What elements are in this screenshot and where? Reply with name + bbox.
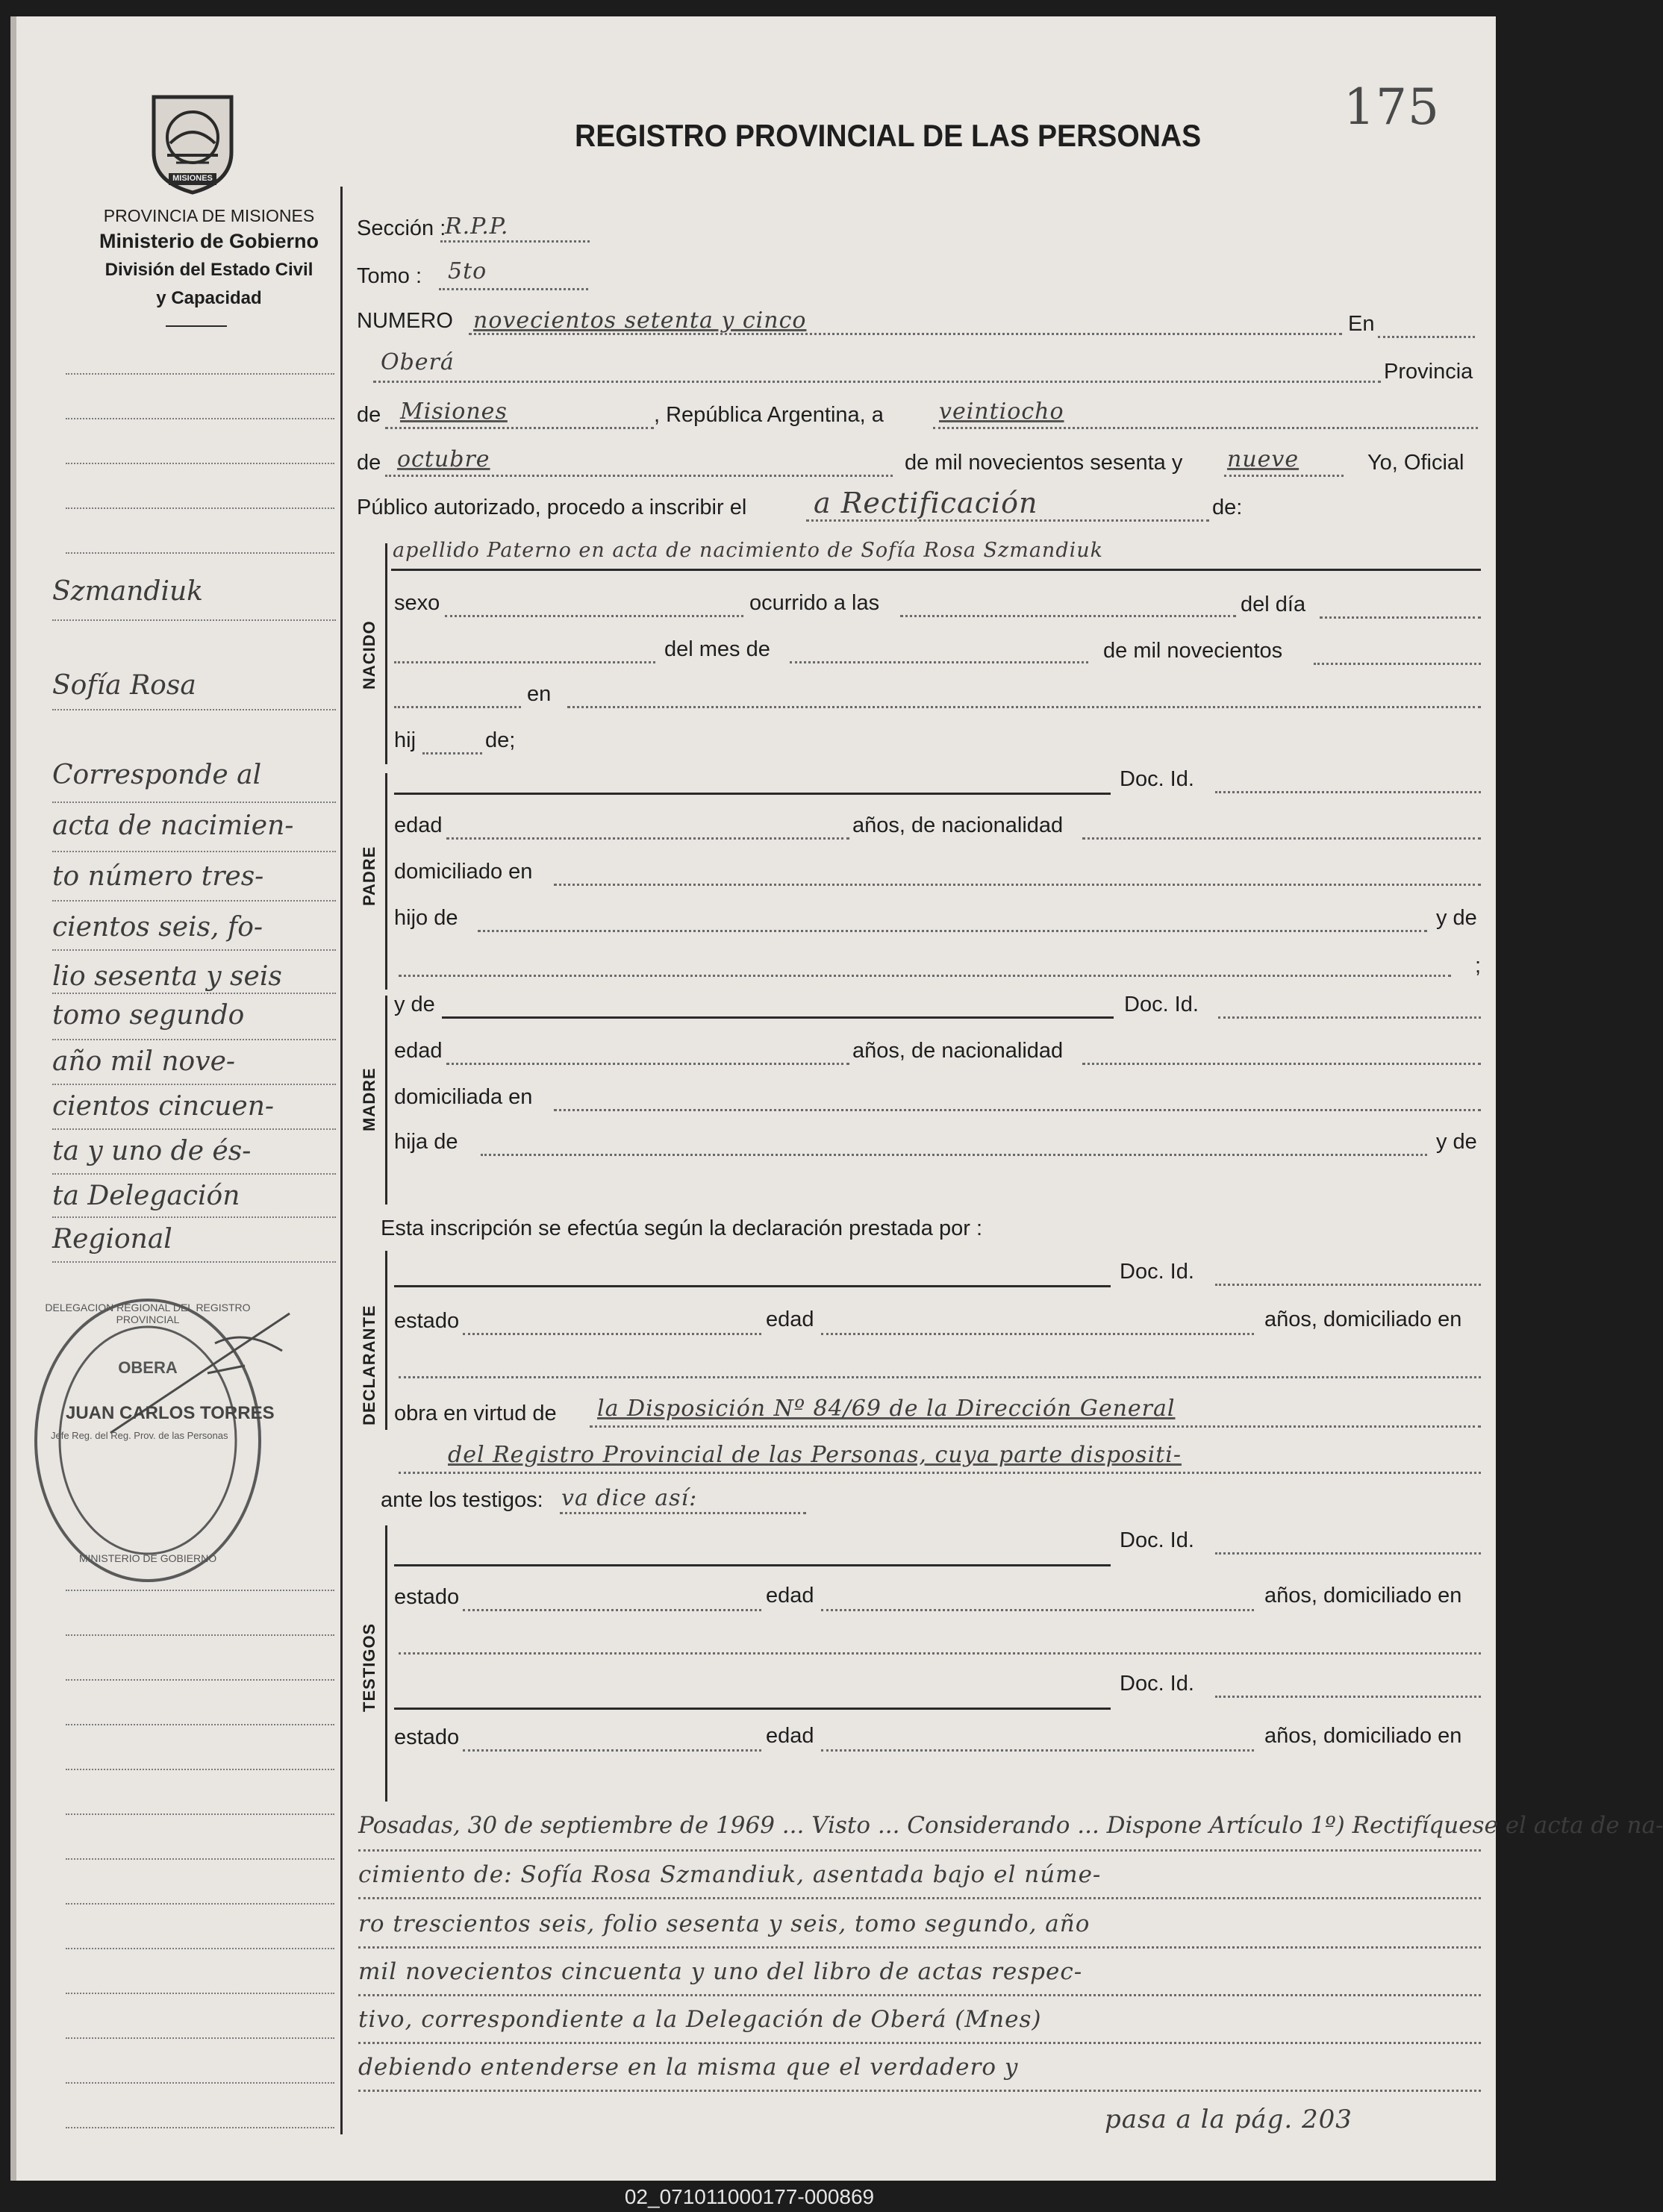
declarante-edad-label: edad	[766, 1307, 814, 1331]
obra-field-line	[590, 1425, 1481, 1428]
body-text-line: ro trescientos seis, folio sesenta y seis, tomo segundo, año	[358, 1910, 1091, 1937]
madre-nacionalidad-label: años, de nacionalidad	[852, 1039, 1064, 1063]
ocurrido-label: ocurrido a las	[749, 591, 880, 615]
testigo1-name-line	[394, 1564, 1111, 1566]
body-text-line: Posadas, 30 de septiembre de 1969 ... Visto ... Considerando ... Dispone Artículo 1º) Rectifíquese el acta de na-	[358, 1812, 1663, 1839]
madre-name-line	[442, 1016, 1114, 1019]
testigos-section-label: TESTIGOS	[360, 1622, 378, 1712]
testigos-label: ante los testigos:	[381, 1488, 543, 1512]
province-name: PROVINCIA DE MISIONES	[103, 206, 315, 225]
testigo1-doc-label: Doc. Id.	[1120, 1528, 1194, 1552]
hij-label: hij	[394, 728, 416, 752]
nacido-en-label: en	[527, 682, 552, 706]
padre-domicilio-label: domiciliado en	[394, 860, 533, 884]
madre-hija-field-line	[481, 1154, 1427, 1156]
body-text-line: tivo, correspondiente a la Delegación de Oberá (Mnes)	[358, 2006, 1042, 2033]
testigos-field-line	[560, 1512, 806, 1514]
acto-value: a Rectificación	[814, 487, 1038, 519]
madre-doc-field-line	[1218, 1016, 1481, 1019]
hij-field-line	[422, 752, 482, 754]
declarante-doc-field-line	[1215, 1284, 1481, 1286]
testigo2-doc-field-line	[1215, 1696, 1481, 1698]
padre-section-label: PADRE	[360, 846, 378, 906]
republica-label: , República Argentina, a	[654, 403, 884, 427]
division-name-2: y Capacidad	[156, 288, 262, 308]
declarante-doc-label: Doc. Id.	[1120, 1260, 1194, 1284]
declarante-estado-field-line	[463, 1333, 761, 1335]
madre-yde2-label: y de	[1436, 1130, 1477, 1154]
acto-field-line	[806, 519, 1209, 522]
madre-section-label: MADRE	[360, 1067, 378, 1131]
madre-bracket	[385, 996, 387, 1205]
testigo1-estado-label: estado	[394, 1585, 460, 1609]
obra-value-2: del Registro Provincial de las Personas, cuya parte dispositi-	[448, 1442, 1182, 1468]
padre-edad-field-line	[446, 837, 849, 840]
seccion-value: R.P.P.	[445, 213, 509, 240]
dia-value: veintiocho	[939, 399, 1064, 425]
mil-novecientos-label: de mil novecientos	[1103, 639, 1283, 663]
stamp-bottom-text: MINISTERIO DE GOBIERNO	[78, 1552, 217, 1564]
margin-note-line: Corresponde al	[52, 760, 262, 790]
madre-edad-field-line	[446, 1063, 849, 1065]
image-identifier: 02_071011000177-000869	[624, 2185, 875, 2208]
dia-field-line	[933, 427, 1478, 429]
tomo-field-line	[439, 288, 588, 290]
stamp-center-text: OBERA	[118, 1358, 178, 1377]
testigo2-domicilio-label: años, domiciliado en	[1264, 1724, 1462, 1748]
testigo2-edad-label: edad	[766, 1724, 814, 1748]
header-rule	[166, 325, 227, 327]
madre-domicilio-field-line	[554, 1109, 1481, 1111]
emblem-label: MISIONES	[172, 174, 213, 183]
official-stamp	[21, 1284, 305, 1590]
de-label: de	[357, 403, 381, 427]
margin-note-line: to número tres-	[52, 861, 264, 892]
testigo2-edad-field-line	[821, 1749, 1254, 1752]
lugar-field-line	[373, 381, 1381, 383]
padre-bracket	[385, 773, 387, 990]
padre-nacionalidad-field-line	[1082, 837, 1481, 840]
madre-doc-label: Doc. Id.	[1124, 993, 1199, 1016]
hij-de-label: de;	[485, 728, 516, 752]
testigo1-domicilio-field-line	[399, 1652, 1481, 1655]
testigo2-doc-label: Doc. Id.	[1120, 1672, 1194, 1696]
de-label-2: de	[357, 451, 381, 475]
main-divider	[340, 187, 343, 2134]
anio-field-line	[1224, 475, 1344, 477]
en-pre-line	[394, 706, 521, 708]
body-text-line: mil novecientos cincuenta y uno del libro de actas respec-	[358, 1958, 1083, 1985]
padre-hijo-field-line	[478, 930, 1427, 932]
testigo2-estado-field-line	[463, 1749, 761, 1752]
apellido-value: apellido Paterno en acta de nacimiento de Sofía Rosa Szmandiuk	[393, 539, 1103, 562]
declarante-name-line	[394, 1285, 1111, 1287]
testigo1-domicilio-label: años, domiciliado en	[1264, 1584, 1462, 1608]
anio-value: nueve	[1227, 446, 1299, 472]
padre-doc-field-line	[1215, 791, 1481, 793]
declarante-bracket	[385, 1251, 387, 1430]
obra-label: obra en virtud de	[394, 1402, 557, 1425]
declarante-section-label: DECLARANTE	[360, 1305, 378, 1425]
testigo2-estado-label: estado	[394, 1725, 460, 1749]
stamp-name: JUAN CARLOS TORRES	[66, 1403, 275, 1423]
padre-hijo-label: hijo de	[394, 906, 458, 930]
provincia-value: Misiones	[400, 399, 508, 425]
body-text-line: debiendo entenderse en la misma que el verdadero y	[358, 2054, 1019, 2081]
declarante-domicilio-label: años, domiciliado en	[1264, 1307, 1462, 1331]
margin-note-line: año mil nove-	[52, 1046, 236, 1077]
misiones-emblem	[146, 91, 239, 196]
lugar-value: Oberá	[381, 349, 455, 375]
mes-value: octubre	[397, 446, 490, 472]
margin-note-line: Regional	[52, 1224, 172, 1255]
hora-field-line	[900, 615, 1236, 617]
de-colon-label: de:	[1212, 496, 1243, 519]
seccion-label: Sección :	[357, 216, 446, 240]
obra-value-1: la Disposición Nº 84/69 de la Dirección General	[597, 1396, 1176, 1422]
testigo1-edad-label: edad	[766, 1584, 814, 1608]
testigo1-doc-field-line	[1215, 1552, 1481, 1555]
padre-yde-label: y de	[1436, 906, 1477, 930]
nacido-bracket	[385, 543, 387, 764]
testigo1-estado-field-line	[463, 1609, 761, 1611]
division-name: División del Estado Civil	[104, 260, 313, 280]
padre-doc-label: Doc. Id.	[1120, 767, 1194, 791]
nacido-section-label: NACIDO	[360, 620, 378, 690]
padre-nacionalidad-label: años, de nacionalidad	[852, 813, 1064, 837]
del-mes-label: del mes de	[664, 637, 770, 661]
continuation-note: pasa a la pág. 203	[1105, 2105, 1352, 2134]
declarante-estado-label: estado	[394, 1309, 460, 1333]
en-label: En	[1348, 312, 1375, 336]
sexo-field-line	[445, 615, 743, 617]
seccion-field-line	[440, 240, 590, 243]
testigo2-name-line	[394, 1708, 1111, 1710]
dia-nac-field-line	[1320, 616, 1481, 619]
testigo1-edad-field-line	[821, 1609, 1254, 1611]
margin-note-line: cientos seis, fo-	[52, 912, 263, 943]
numero-value: novecientos setenta y cinco	[473, 307, 807, 334]
madre-yde-label: y de	[394, 993, 435, 1016]
padre-semicolon: ;	[1475, 954, 1482, 978]
margin-note-line: cientos cincuen-	[52, 1091, 275, 1122]
margin-note-line: ta y uno de és-	[52, 1136, 252, 1166]
apellido-field-line	[391, 569, 1481, 571]
oficial-label: Yo, Oficial	[1367, 451, 1464, 475]
stamp-subtitle: Jefe Reg. del Reg. Prov. de las Personas	[51, 1430, 228, 1441]
padre-edad-label: edad	[394, 813, 443, 837]
mes-nac-field-line	[790, 661, 1088, 663]
declarante-edad-field-line	[821, 1333, 1254, 1335]
madre-edad-label: edad	[394, 1039, 443, 1063]
mes-field-line	[385, 475, 893, 477]
margin-note-line: acta de nacimien-	[52, 810, 294, 841]
page-number: 175	[1344, 78, 1440, 136]
anio-nac-field-line	[1314, 663, 1481, 665]
testigos-value: va dice así:	[561, 1485, 698, 1511]
margin-note-line: lio sesenta y seis	[52, 961, 282, 992]
lugar-nac-field-line	[567, 706, 1481, 708]
madre-nacionalidad-field-line	[1082, 1063, 1481, 1065]
provincia-field-line	[385, 427, 654, 429]
page-title: REGISTRO PROVINCIAL DE LAS PERSONAS	[575, 118, 1202, 153]
madre-domicilio-label: domiciliada en	[394, 1085, 533, 1109]
page-binding	[10, 16, 16, 2181]
margin-note-line: ta Delegación	[52, 1181, 240, 1211]
obra-field-line-2	[399, 1472, 1481, 1474]
margin-note-line: Sofía Rosa	[52, 670, 196, 701]
anio-label: de mil novecientos sesenta y	[905, 451, 1183, 475]
declarante-domicilio-field-line	[399, 1376, 1481, 1378]
margin-note-line: tomo segundo	[52, 1000, 245, 1031]
del-dia-label: del día	[1241, 593, 1306, 616]
declaracion-label: Esta inscripción se efectúa según la declaración prestada por :	[381, 1216, 983, 1240]
padre-name-line	[394, 793, 1111, 795]
publico-label: Público autorizado, procedo a inscribir el	[357, 496, 747, 519]
stamp-ring-text: DELEGACION REGIONAL DEL REGISTRO PROVINCIAL	[45, 1302, 251, 1325]
numero-label: NUMERO	[357, 309, 453, 333]
madre-hija-label: hija de	[394, 1130, 458, 1154]
dia-nac-cont-line	[394, 661, 655, 663]
tomo-label: Tomo :	[357, 264, 422, 288]
padre-domicilio-field-line	[554, 884, 1481, 886]
sexo-label: sexo	[394, 591, 440, 615]
tomo-value: 5to	[448, 258, 487, 284]
en-field-line	[1378, 336, 1475, 338]
ministry-name: Ministerio de Gobierno	[99, 230, 319, 252]
provincia-label: Provincia	[1384, 360, 1473, 384]
body-text-line: cimiento de: Sofía Rosa Szmandiuk, asentada bajo el núme-	[358, 1861, 1102, 1888]
testigos-bracket	[385, 1525, 387, 1802]
margin-note-line: Szmandiuk	[52, 576, 203, 607]
padre-yde-field-line	[399, 975, 1451, 977]
